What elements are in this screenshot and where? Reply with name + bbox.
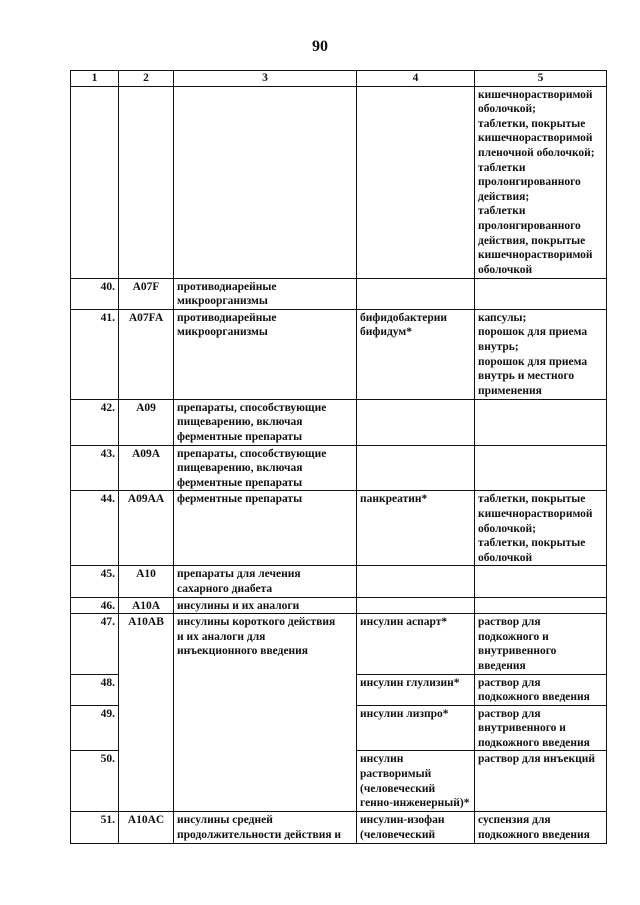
row-number — [71, 86, 119, 278]
row-number: 40. — [71, 278, 119, 309]
atc-code: A10 — [119, 566, 174, 597]
drug-name — [357, 597, 475, 614]
medication-table — [70, 70, 607, 844]
table-header-row — [71, 71, 607, 87]
header-col-3: 3 — [174, 71, 357, 87]
row-number: 42. — [71, 399, 119, 445]
table-row — [71, 597, 607, 614]
dosage-form — [475, 278, 607, 309]
dosage-form: раствор для инъекций — [475, 751, 607, 812]
group-name: инсулины короткого действия и их аналоги для инъекционного введения — [174, 614, 357, 812]
table-row — [71, 614, 607, 674]
row-number: 45. — [71, 566, 119, 597]
drug-name: панкреатин* — [357, 491, 475, 566]
drug-name: бифидобактерии бифидум* — [357, 309, 475, 399]
dosage-form: капсулы; порошок для приема внутрь; порошок для приема внутрь и местного применения — [475, 309, 607, 399]
header-col-5: 5 — [475, 71, 607, 87]
table-row — [71, 399, 607, 445]
dosage-form: суспензия для подкожного введения — [475, 812, 607, 843]
table-row — [71, 812, 607, 843]
group-name: инсулины и их аналоги — [174, 597, 357, 614]
row-number: 51. — [71, 812, 119, 843]
dosage-form — [475, 597, 607, 614]
group-name: ферментные препараты — [174, 491, 357, 566]
table-row — [71, 491, 607, 566]
atc-code: A10AC — [119, 812, 174, 843]
table-row — [71, 445, 607, 491]
atc-code — [119, 86, 174, 278]
group-name: противодиарейные микроорганизмы — [174, 309, 357, 399]
dosage-form — [475, 445, 607, 491]
atc-code: A07FA — [119, 309, 174, 399]
table-row — [71, 86, 607, 278]
drug-name: инсулин растворимый (человеческий генно-инженерный)* — [357, 751, 475, 812]
drug-name: инсулин аспарт* — [357, 614, 475, 674]
header-col-4: 4 — [357, 71, 475, 87]
row-number: 43. — [71, 445, 119, 491]
group-name: препараты для лечения сахарного диабета — [174, 566, 357, 597]
drug-name: инсулин глулизин* — [357, 674, 475, 705]
row-number: 44. — [71, 491, 119, 566]
dosage-form: таблетки, покрытые кишечнорастворимой оболочкой; таблетки, покрытые оболочкой — [475, 491, 607, 566]
group-name — [174, 86, 357, 278]
drug-name — [357, 399, 475, 445]
table-row — [71, 278, 607, 309]
group-name: противодиарейные микроорганизмы — [174, 278, 357, 309]
atc-code: A10AB — [119, 614, 174, 812]
row-number: 49. — [71, 705, 119, 751]
dosage-form — [475, 399, 607, 445]
page-number: 90 — [312, 38, 328, 55]
drug-name: инсулин лизпро* — [357, 705, 475, 751]
drug-name — [357, 566, 475, 597]
table-row — [71, 309, 607, 399]
dosage-form: раствор для подкожного и внутривенного введения — [475, 614, 607, 674]
atc-code: A10A — [119, 597, 174, 614]
dosage-form: раствор для подкожного введения — [475, 674, 607, 705]
atc-code: A07F — [119, 278, 174, 309]
dosage-form: раствор для внутривенного и подкожного введения — [475, 705, 607, 751]
row-number: 50. — [71, 751, 119, 812]
drug-name — [357, 445, 475, 491]
row-number: 47. — [71, 614, 119, 674]
dosage-form — [475, 566, 607, 597]
drug-name: инсулин-изофан (человеческий — [357, 812, 475, 843]
group-name: препараты, способствующие пищеварению, включая ферментные препараты — [174, 399, 357, 445]
header-col-1: 1 — [71, 71, 119, 87]
table-row — [71, 566, 607, 597]
atc-code: A09AA — [119, 491, 174, 566]
drug-name — [357, 278, 475, 309]
row-number: 41. — [71, 309, 119, 399]
header-col-2: 2 — [119, 71, 174, 87]
row-number: 46. — [71, 597, 119, 614]
group-name: препараты, способствующие пищеварению, включая ферментные препараты — [174, 445, 357, 491]
atc-code: A09A — [119, 445, 174, 491]
dosage-form: кишечнорастворимой оболочкой; таблетки, покрытые кишечнорастворимой пленочной оболочкой; таблетки пролонгированного действия; таблетки пролонгированного действия, покрытые кишечнорастворимой оболочкой — [475, 86, 607, 278]
group-name: инсулины средней продолжительности действия и — [174, 812, 357, 843]
row-number: 48. — [71, 674, 119, 705]
drug-name — [357, 86, 475, 278]
atc-code: A09 — [119, 399, 174, 445]
